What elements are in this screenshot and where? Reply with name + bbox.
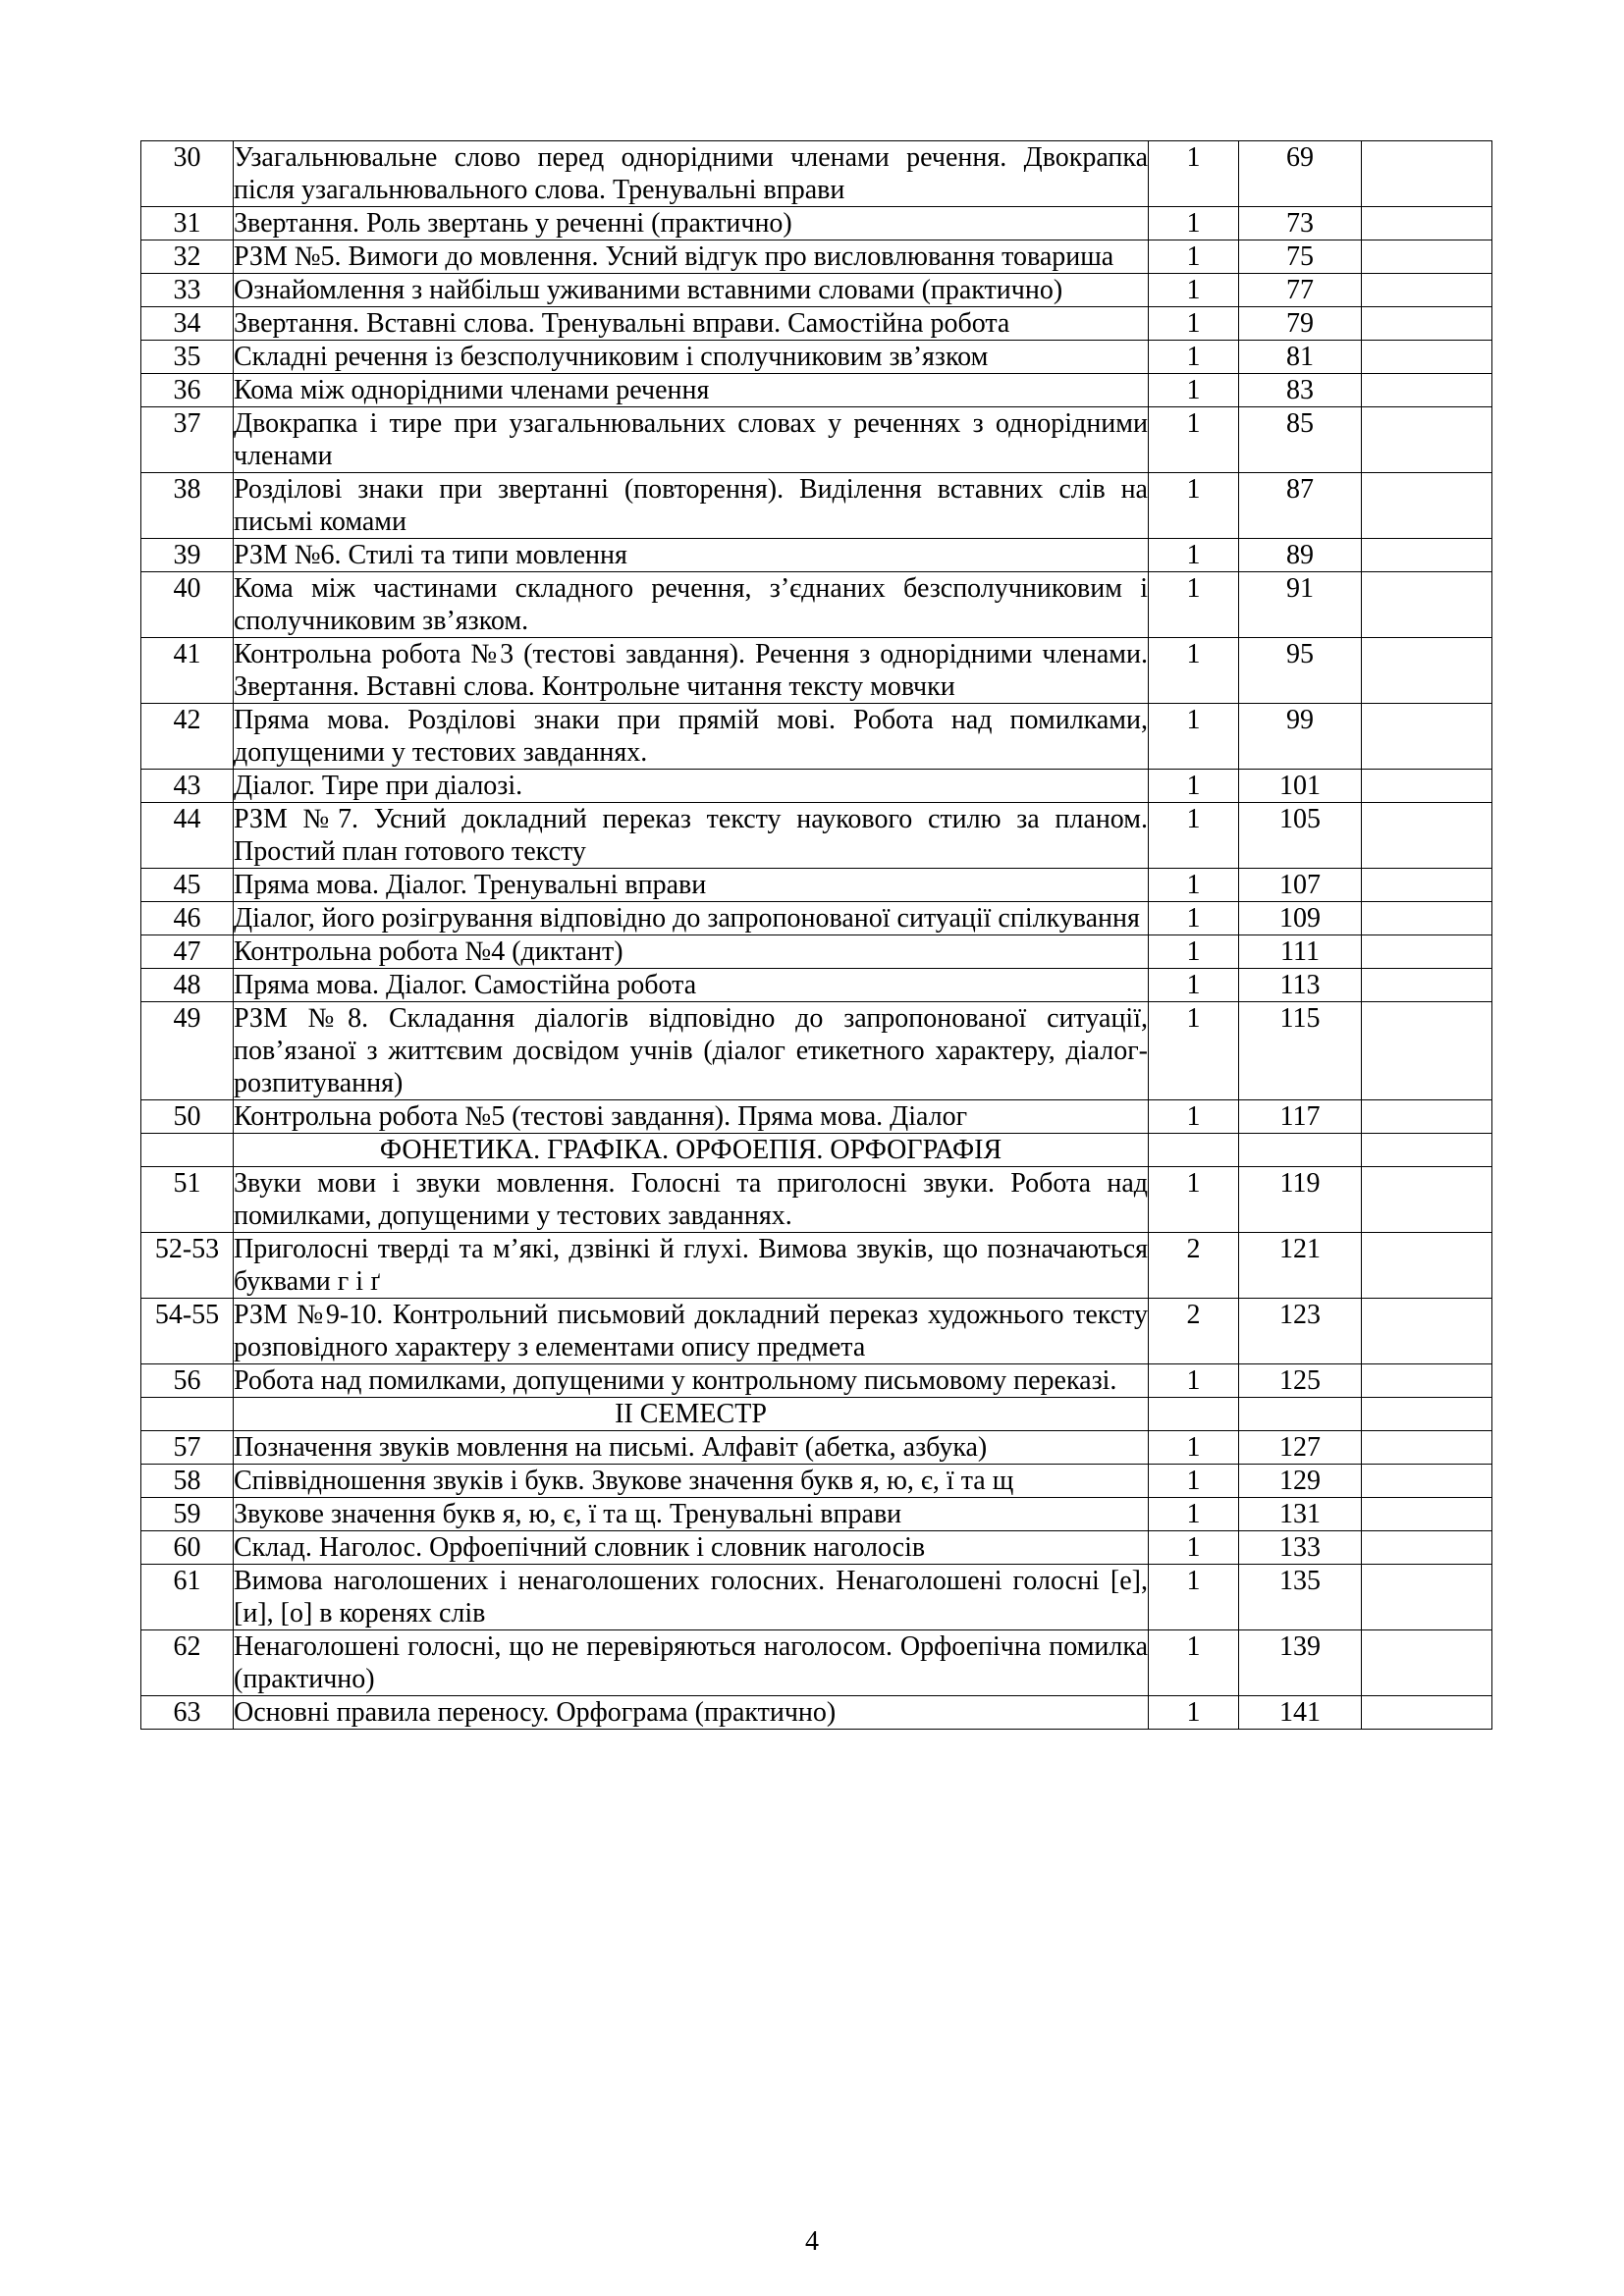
lesson-topic: Основні правила переносу. Орфограма (практично)	[234, 1696, 1149, 1730]
section-empty-cell	[1149, 1134, 1239, 1167]
lesson-topic: Склад. Наголос. Орфоепічний словник і словник наголосів	[234, 1531, 1149, 1565]
lesson-notes-cell	[1362, 1167, 1492, 1233]
lesson-hours: 1	[1149, 407, 1239, 473]
lesson-hours: 1	[1149, 1531, 1239, 1565]
lesson-notes-cell	[1362, 1630, 1492, 1696]
lesson-hours: 1	[1149, 240, 1239, 274]
lesson-row	[141, 704, 1492, 770]
lesson-topic: Позначення звуків мовлення на письмі. Алфавіт (абетка, азбука)	[234, 1431, 1149, 1465]
lesson-row	[141, 1696, 1492, 1730]
lesson-page: 139	[1239, 1630, 1362, 1696]
lesson-notes-cell	[1362, 1565, 1492, 1630]
lesson-hours: 1	[1149, 1364, 1239, 1398]
lesson-page: 109	[1239, 902, 1362, 935]
lesson-hours: 2	[1149, 1233, 1239, 1299]
lesson-number: 51	[141, 1167, 234, 1233]
lesson-row	[141, 374, 1492, 407]
lesson-page: 125	[1239, 1364, 1362, 1398]
lesson-hours: 1	[1149, 704, 1239, 770]
section-empty-cell	[1362, 1398, 1492, 1431]
lesson-number: 35	[141, 341, 234, 374]
lesson-page: 101	[1239, 770, 1362, 803]
lesson-plan-table	[140, 140, 1492, 1730]
lesson-row	[141, 969, 1492, 1002]
lesson-topic: Діалог, його розігрування відповідно до запропонованої ситуації спілкування	[234, 902, 1149, 935]
lesson-row	[141, 1100, 1492, 1134]
section-empty-cell	[1239, 1398, 1362, 1431]
lesson-row	[141, 1630, 1492, 1696]
lesson-topic: РЗМ №6. Стилі та типи мовлення	[234, 539, 1149, 572]
lesson-page: 141	[1239, 1696, 1362, 1730]
lesson-hours: 1	[1149, 935, 1239, 969]
lesson-row	[141, 770, 1492, 803]
lesson-row	[141, 1364, 1492, 1398]
lesson-notes-cell	[1362, 207, 1492, 240]
lesson-page: 81	[1239, 341, 1362, 374]
lesson-topic: Контрольна робота №4 (диктант)	[234, 935, 1149, 969]
lesson-notes-cell	[1362, 969, 1492, 1002]
lesson-notes-cell	[1362, 803, 1492, 869]
lesson-topic: Звукове значення букв я, ю, є, ї та щ. Тренувальні вправи	[234, 1498, 1149, 1531]
lesson-topic: Узагальнювальне слово перед однорідними членами речення. Двокрапка після узагальнювального слова. Тренувальні вправи	[234, 142, 1148, 205]
lesson-notes-cell	[1362, 869, 1492, 902]
lesson-topic: Робота над помилками, допущеними у контрольному письмовому переказі.	[234, 1364, 1149, 1398]
section-header-row	[141, 1134, 1492, 1167]
lesson-page: 119	[1239, 1167, 1362, 1233]
lesson-row	[141, 407, 1492, 473]
lesson-page: 69	[1239, 141, 1362, 207]
lesson-topic: РЗМ №8. Складання діалогів відповідно до запропонованої ситуації, пов’язаної з життєвим досвідом учнів (діалог етикетного характеру, діалог-розпитування)	[234, 1003, 1148, 1098]
lesson-number: 36	[141, 374, 234, 407]
lesson-page: 123	[1239, 1299, 1362, 1364]
lesson-hours: 1	[1149, 869, 1239, 902]
section-header-row	[141, 1398, 1492, 1431]
lesson-notes-cell	[1362, 902, 1492, 935]
lesson-notes-cell	[1362, 1233, 1492, 1299]
lesson-hours: 1	[1149, 141, 1239, 207]
lesson-hours: 1	[1149, 1167, 1239, 1233]
lesson-topic: Співвідношення звуків і букв. Звукове значення букв я, ю, є, ї та щ	[234, 1465, 1149, 1498]
lesson-number: 60	[141, 1531, 234, 1565]
lesson-number: 63	[141, 1696, 234, 1730]
lesson-page: 105	[1239, 803, 1362, 869]
lesson-hours: 1	[1149, 803, 1239, 869]
lesson-row	[141, 1233, 1492, 1299]
lesson-number: 62	[141, 1630, 234, 1696]
lesson-notes-cell	[1362, 1431, 1492, 1465]
lesson-row	[141, 1465, 1492, 1498]
lesson-hours: 2	[1149, 1299, 1239, 1364]
lesson-notes-cell	[1362, 407, 1492, 473]
lesson-notes-cell	[1362, 307, 1492, 341]
lesson-topic: Пряма мова. Розділові знаки при прямій мові. Робота над помилками, допущеними у тестових завданнях.	[234, 705, 1148, 768]
lesson-row	[141, 1531, 1492, 1565]
lesson-number: 41	[141, 638, 234, 704]
section-empty-cell	[1149, 1398, 1239, 1431]
lesson-hours: 1	[1149, 341, 1239, 374]
lesson-row	[141, 1565, 1492, 1630]
lesson-hours: 1	[1149, 207, 1239, 240]
lesson-page: 99	[1239, 704, 1362, 770]
lesson-page: 111	[1239, 935, 1362, 969]
lesson-hours: 1	[1149, 274, 1239, 307]
lesson-page: 121	[1239, 1233, 1362, 1299]
lesson-row	[141, 274, 1492, 307]
lesson-number: 50	[141, 1100, 234, 1134]
lesson-topic: РЗМ №5. Вимоги до мовлення. Усний відгук про висловлювання товариша	[234, 240, 1149, 274]
lesson-hours: 1	[1149, 638, 1239, 704]
lesson-notes-cell	[1362, 1299, 1492, 1364]
lesson-hours: 1	[1149, 1465, 1239, 1498]
section-title: ФОНЕТИКА. ГРАФІКА. ОРФОЕПІЯ. ОРФОГРАФІЯ	[234, 1134, 1149, 1167]
lesson-topic: Пряма мова. Діалог. Самостійна робота	[234, 969, 1149, 1002]
lesson-number: 57	[141, 1431, 234, 1465]
lesson-topic: Ненаголошені голосні, що не перевіряються наголосом. Орфоепічна помилка (практично)	[234, 1631, 1148, 1694]
lesson-notes-cell	[1362, 374, 1492, 407]
section-empty-cell	[141, 1134, 234, 1167]
lesson-row	[141, 572, 1492, 638]
section-empty-cell	[1239, 1134, 1362, 1167]
lesson-notes-cell	[1362, 1498, 1492, 1531]
lesson-notes-cell	[1362, 1364, 1492, 1398]
lesson-row	[141, 638, 1492, 704]
lesson-row	[141, 240, 1492, 274]
lesson-hours: 1	[1149, 1565, 1239, 1630]
lesson-page: 127	[1239, 1431, 1362, 1465]
lesson-hours: 1	[1149, 902, 1239, 935]
lesson-notes-cell	[1362, 572, 1492, 638]
lesson-number: 52-53	[141, 1233, 234, 1299]
lesson-topic: Кома між однорідними членами речення	[234, 374, 1149, 407]
lesson-topic: Ознайомлення з найбільш уживаними вставними словами (практично)	[234, 274, 1149, 307]
lesson-hours: 1	[1149, 1431, 1239, 1465]
lesson-number: 37	[141, 407, 234, 473]
lesson-page: 85	[1239, 407, 1362, 473]
lesson-hours: 1	[1149, 307, 1239, 341]
lesson-number: 49	[141, 1002, 234, 1100]
lesson-number: 58	[141, 1465, 234, 1498]
lesson-row	[141, 1167, 1492, 1233]
lesson-row	[141, 207, 1492, 240]
lesson-notes-cell	[1362, 473, 1492, 539]
lesson-topic: Розділові знаки при звертанні (повторення). Виділення вставних слів на письмі комами	[234, 474, 1148, 537]
lesson-page: 75	[1239, 240, 1362, 274]
lesson-hours: 1	[1149, 1100, 1239, 1134]
lesson-notes-cell	[1362, 1465, 1492, 1498]
lesson-page: 115	[1239, 1002, 1362, 1100]
lesson-row	[141, 902, 1492, 935]
lesson-page: 87	[1239, 473, 1362, 539]
lesson-topic: Кома між частинами складного речення, з’єднаних безсполучниковим і сполучниковим зв’язком.	[234, 573, 1148, 636]
lesson-notes-cell	[1362, 935, 1492, 969]
page-number: 4	[805, 2226, 819, 2257]
lesson-topic: Звуки мови і звуки мовлення. Голосні та приголосні звуки. Робота над помилками, допущеними у тестових завданнях.	[234, 1168, 1148, 1231]
lesson-number: 38	[141, 473, 234, 539]
lesson-notes-cell	[1362, 274, 1492, 307]
lesson-number: 39	[141, 539, 234, 572]
lesson-page: 79	[1239, 307, 1362, 341]
lesson-hours: 1	[1149, 374, 1239, 407]
lesson-hours: 1	[1149, 1498, 1239, 1531]
lesson-number: 44	[141, 803, 234, 869]
lesson-notes-cell	[1362, 539, 1492, 572]
lesson-notes-cell	[1362, 240, 1492, 274]
lesson-page: 117	[1239, 1100, 1362, 1134]
lesson-page: 133	[1239, 1531, 1362, 1565]
lesson-page: 73	[1239, 207, 1362, 240]
lesson-topic: Звертання. Вставні слова. Тренувальні вправи. Самостійна робота	[234, 307, 1149, 341]
lesson-row	[141, 1498, 1492, 1531]
lesson-page: 129	[1239, 1465, 1362, 1498]
lesson-notes-cell	[1362, 638, 1492, 704]
lesson-page: 107	[1239, 869, 1362, 902]
lesson-hours: 1	[1149, 1696, 1239, 1730]
lesson-number: 34	[141, 307, 234, 341]
lesson-topic: Двокрапка і тире при узагальнювальних словах у реченнях з однорідними членами	[234, 408, 1148, 471]
lesson-hours: 1	[1149, 473, 1239, 539]
lesson-hours: 1	[1149, 770, 1239, 803]
lesson-number: 30	[141, 141, 234, 207]
lesson-page: 135	[1239, 1565, 1362, 1630]
lesson-row	[141, 803, 1492, 869]
lesson-number: 56	[141, 1364, 234, 1398]
lesson-page: 95	[1239, 638, 1362, 704]
lesson-number: 47	[141, 935, 234, 969]
lesson-row	[141, 307, 1492, 341]
lesson-topic: РЗМ №9-10. Контрольний письмовий докладний переказ художнього тексту розповідного характеру з елементами опису предмета	[234, 1300, 1148, 1362]
lesson-topic: Контрольна робота №5 (тестові завдання). Пряма мова. Діалог	[234, 1100, 1149, 1134]
lesson-topic: Діалог. Тире при діалозі.	[234, 770, 1149, 803]
lesson-number: 46	[141, 902, 234, 935]
lesson-row	[141, 935, 1492, 969]
lesson-hours: 1	[1149, 969, 1239, 1002]
lesson-notes-cell	[1362, 141, 1492, 207]
lesson-row	[141, 1002, 1492, 1100]
lesson-topic: Складні речення із безсполучниковим і сполучниковим зв’язком	[234, 341, 1149, 374]
lesson-number: 42	[141, 704, 234, 770]
lesson-hours: 1	[1149, 539, 1239, 572]
lesson-number: 59	[141, 1498, 234, 1531]
lesson-row	[141, 1431, 1492, 1465]
lesson-number: 43	[141, 770, 234, 803]
lesson-topic: Звертання. Роль звертань у реченні (практично)	[234, 207, 1149, 240]
lesson-page: 131	[1239, 1498, 1362, 1531]
lesson-hours: 1	[1149, 1002, 1239, 1100]
lesson-page: 83	[1239, 374, 1362, 407]
section-empty-cell	[141, 1398, 234, 1431]
lesson-hours: 1	[1149, 572, 1239, 638]
lesson-row	[141, 141, 1492, 207]
lesson-notes-cell	[1362, 704, 1492, 770]
lesson-topic: Контрольна робота №3 (тестові завдання). Речення з однорідними членами. Звертання. Вставні слова. Контрольне читання тексту мовчки	[234, 639, 1148, 702]
lesson-notes-cell	[1362, 1100, 1492, 1134]
lesson-notes-cell	[1362, 1002, 1492, 1100]
lesson-row	[141, 473, 1492, 539]
lesson-number: 61	[141, 1565, 234, 1630]
lesson-topic: Вимова наголошених і ненаголошених голосних. Ненаголошені голосні [е], [и], [о] в коренях слів	[234, 1566, 1148, 1629]
lesson-row	[141, 869, 1492, 902]
lesson-topic: Приголосні тверді та м’які, дзвінкі й глухі. Вимова звуків, що позначаються буквами г і ґ	[234, 1234, 1148, 1297]
lesson-page: 89	[1239, 539, 1362, 572]
lesson-row	[141, 341, 1492, 374]
lesson-number: 45	[141, 869, 234, 902]
lesson-notes-cell	[1362, 1696, 1492, 1730]
lesson-page: 91	[1239, 572, 1362, 638]
lesson-page: 77	[1239, 274, 1362, 307]
lesson-row	[141, 1299, 1492, 1364]
lesson-hours: 1	[1149, 1630, 1239, 1696]
lesson-topic: Пряма мова. Діалог. Тренувальні вправи	[234, 869, 1149, 902]
section-empty-cell	[1362, 1134, 1492, 1167]
section-title: ІІ СЕМЕСТР	[234, 1398, 1149, 1431]
lesson-number: 40	[141, 572, 234, 638]
lesson-notes-cell	[1362, 770, 1492, 803]
lesson-number: 54-55	[141, 1299, 234, 1364]
lesson-notes-cell	[1362, 1531, 1492, 1565]
lesson-number: 31	[141, 207, 234, 240]
lesson-notes-cell	[1362, 341, 1492, 374]
lesson-page: 113	[1239, 969, 1362, 1002]
lesson-number: 48	[141, 969, 234, 1002]
lesson-number: 33	[141, 274, 234, 307]
lesson-number: 32	[141, 240, 234, 274]
lesson-row	[141, 539, 1492, 572]
lesson-plan-body	[141, 141, 1492, 1730]
lesson-topic: РЗМ №7. Усний докладний переказ тексту наукового стилю за планом. Простий план готового тексту	[234, 804, 1148, 867]
